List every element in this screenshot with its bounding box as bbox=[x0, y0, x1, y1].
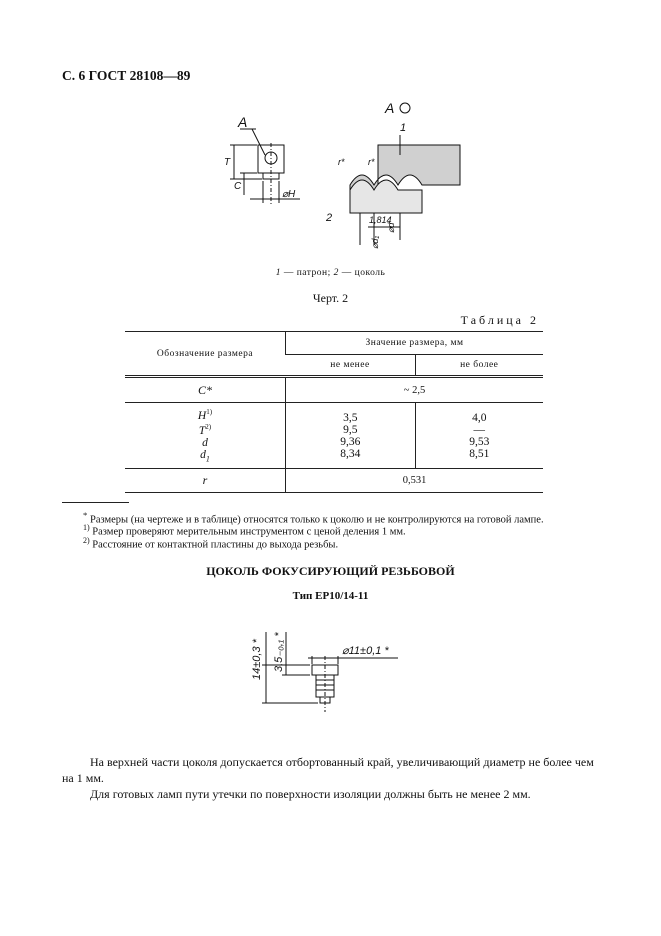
footnote-divider bbox=[62, 502, 129, 503]
figure-chert-2 bbox=[210, 95, 480, 255]
label-part-2: 2 bbox=[326, 212, 333, 224]
label-pitch: 1,814 bbox=[369, 215, 392, 225]
col-max: не более bbox=[415, 355, 543, 377]
table-title: Таблица 2 bbox=[460, 313, 539, 327]
label-a: A bbox=[238, 114, 248, 130]
dim-top-height: 3,5₋₀,₁ * bbox=[273, 632, 285, 672]
label-radius-1: r* bbox=[338, 157, 345, 167]
label-radius-2: r* bbox=[368, 157, 375, 167]
col-value: Значение размера, мм bbox=[286, 332, 544, 355]
group-symbols: $H^{1)}$ $T^{2)}$ d $d_1$ bbox=[125, 403, 286, 469]
row-c-value: ~ 2,5 bbox=[286, 377, 544, 403]
label-part-1: 1 bbox=[400, 122, 407, 134]
footnote-1: * Размеры (на чертеже и в таблице) относятся только к цоколю и не контролируются на готовой лампе. bbox=[83, 510, 544, 526]
label-view-a: A bbox=[385, 100, 395, 116]
row-c-symbol: C* bbox=[125, 377, 286, 403]
label-d: ⌀d bbox=[386, 222, 396, 233]
thread-detail bbox=[350, 135, 460, 245]
col-min: не менее bbox=[286, 355, 416, 377]
col-designation: Обозначение размера bbox=[125, 332, 286, 377]
paragraph-2: Для готовых ламп пути утечки по поверхности изоляции должны быть не менее 2 мм. bbox=[90, 787, 531, 801]
body-paragraphs bbox=[62, 754, 602, 802]
page-header: С. 6 ГОСТ 28108—89 bbox=[62, 68, 191, 83]
label-t: T bbox=[224, 157, 231, 168]
figure-caption: Черт. 2 bbox=[312, 291, 349, 305]
row-r-value: 0,531 bbox=[286, 469, 544, 493]
group-max: 4,0 — 9,53 8,51 bbox=[415, 403, 543, 469]
paragraph-1: На верхней части цоколя допускается отбортованный край, увеличивающий диаметр не более чем на 1 мм. bbox=[62, 755, 594, 785]
label-d1: ⌀d₁ bbox=[370, 235, 380, 249]
dim-diameter: ⌀11±0,1 * bbox=[342, 645, 389, 657]
view-indicator-icon bbox=[400, 103, 410, 113]
group-min: 3,5 9,5 9,36 8,34 bbox=[286, 403, 416, 469]
dimensions-table bbox=[125, 331, 543, 493]
label-h: ⌀H bbox=[282, 189, 296, 200]
figure-legend: 1 — патрон; 2 — цоколь bbox=[275, 268, 386, 278]
dim-total-height: 14±0,3 * bbox=[251, 639, 263, 680]
label-c: C bbox=[234, 181, 242, 192]
section-title: ЦОКОЛЬ ФОКУСИРУЮЩИЙ РЕЗЬБОВОЙ bbox=[206, 564, 455, 578]
row-r-symbol: r bbox=[125, 469, 286, 493]
footnote-2: $^{1)}$ Размер проверяют мерительным инструментом с ценой деления 1 мм. bbox=[83, 523, 406, 538]
section-type: Тип EP10/14-11 bbox=[292, 590, 369, 602]
figure-base-ep10 bbox=[238, 612, 418, 720]
footnote-3: $^{2)}$ Расстояние от контактной пластины до выхода резьбы. bbox=[83, 536, 339, 551]
